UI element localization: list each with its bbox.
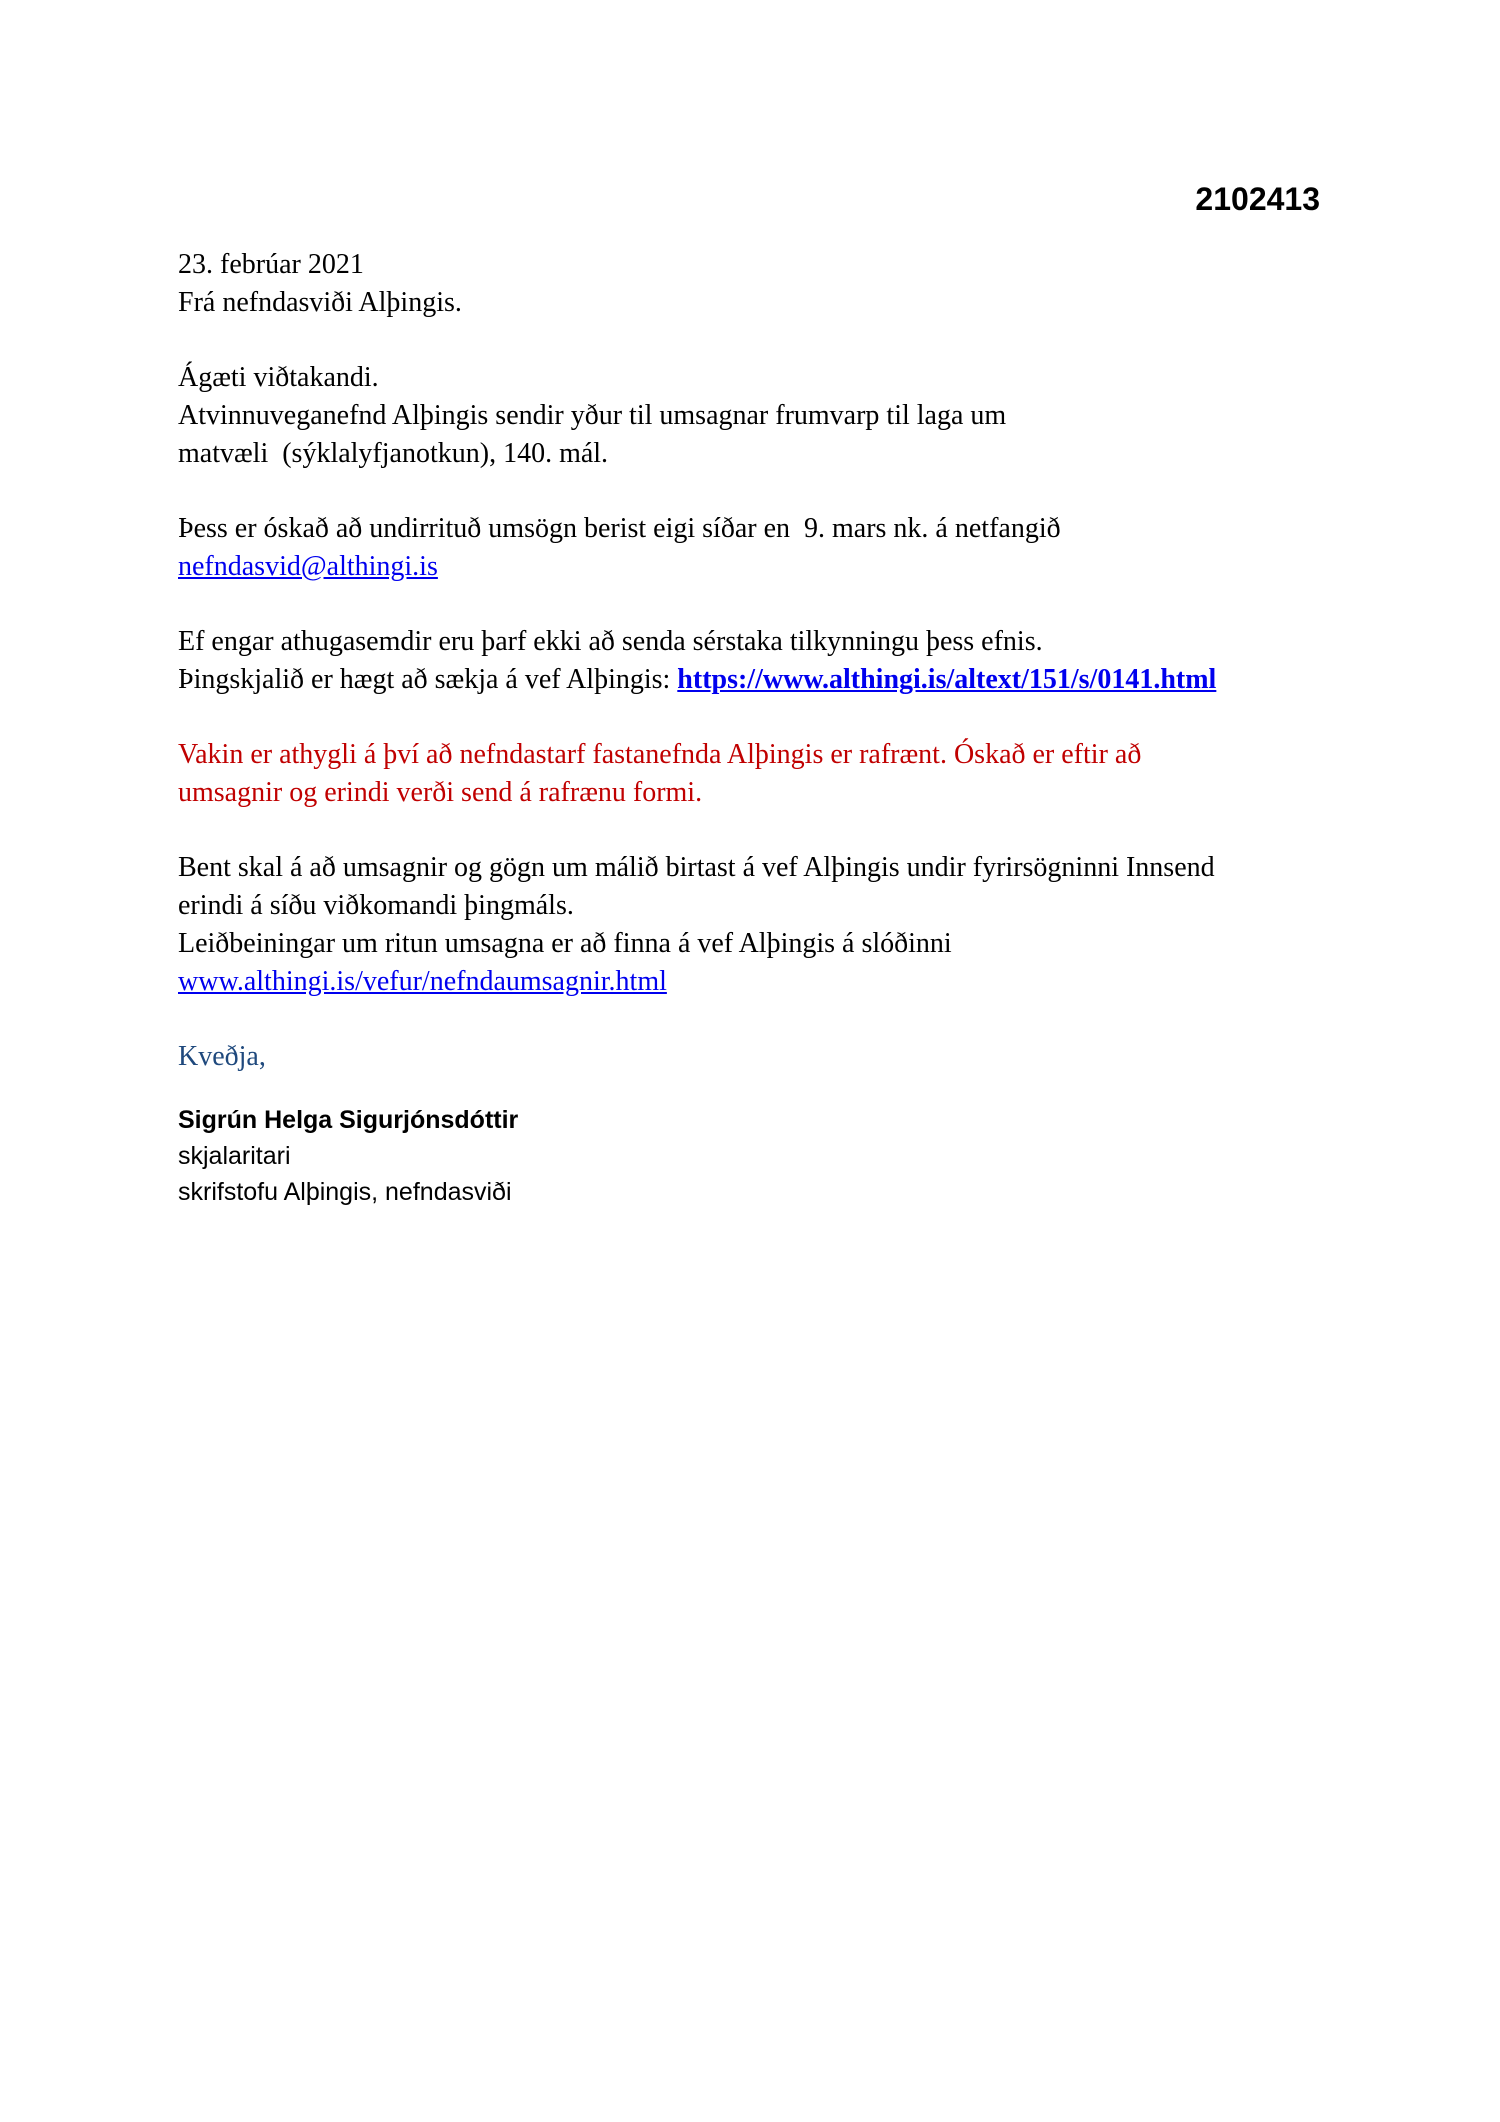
notice-line-1: Vakin er athygli á því að nefndastarf fastanefnda Alþingis er rafrænt. Óskað er eftir að (178, 739, 1142, 770)
intro-line-1: Atvinnuveganefnd Alþingis sendir yður til umsagnar frumvarp til laga um (178, 400, 1007, 431)
spacer (178, 812, 1320, 849)
info-block (178, 623, 1320, 699)
submissions-line-1: Bent skal á að umsagnir og gögn um málið birtast á vef Alþingis undir fyrirsögninni Innsend (178, 852, 1215, 883)
bill-line-prefix: Þingskjalið er hægt að sækja á vef Alþingis: (178, 664, 678, 695)
intro-line-2: matvæli (sýklalyfjanotkun), 140. mál. (178, 438, 609, 469)
guidelines-line: Leiðbeiningar um ritun umsagna er að finna á vef Alþingis á slóðinni (178, 928, 952, 959)
no-comments-line: Ef engar athugasemdir eru þarf ekki að senda sérstaka tilkynningu þess efnis. (178, 626, 1043, 657)
guidelines-url-link[interactable]: www.althingi.is/vefur/nefndaumsagnir.html (178, 966, 667, 997)
signature-org: skrifstofu Alþingis, nefndasviði (178, 1178, 512, 1206)
greeting-block (178, 359, 1320, 473)
closing-line: Kveðja, (178, 1041, 266, 1072)
from-line: Frá nefndasviði Alþingis. (178, 287, 462, 318)
signature-name: Sigrún Helga Sigurjónsdóttir (178, 1106, 519, 1134)
document-number: 2102413 (1195, 181, 1320, 217)
greeting-line: Ágæti viðtakandi. (178, 362, 379, 393)
deadline-block (178, 510, 1320, 586)
spacer (178, 473, 1320, 510)
electronic-notice-block (178, 736, 1320, 812)
deadline-line: Þess er óskað að undirrituð umsögn berist eigi síðar en 9. mars nk. á netfangið (178, 513, 1061, 544)
header-block (178, 246, 1320, 322)
bill-url-link[interactable]: https://www.althingi.is/altext/151/s/0141.html (677, 664, 1217, 695)
notice-line-2: umsagnir og erindi verði send á rafrænu formi. (178, 777, 703, 808)
date-line: 23. febrúar 2021 (178, 249, 364, 280)
spacer (178, 1001, 1320, 1038)
spacer (178, 586, 1320, 623)
guidelines-url-line (178, 963, 1320, 1001)
spacer (178, 322, 1320, 359)
committee-email-link[interactable]: nefndasvid@althingi.is (178, 551, 438, 582)
bill-line (178, 661, 1320, 699)
signature-title: skjalaritari (178, 1142, 291, 1170)
email-line (178, 548, 1320, 586)
submissions-line-2: erindi á síðu viðkomandi þingmáls. (178, 890, 574, 921)
spacer (178, 699, 1320, 736)
signature-block (178, 1102, 1320, 1210)
submissions-block (178, 849, 1320, 1001)
